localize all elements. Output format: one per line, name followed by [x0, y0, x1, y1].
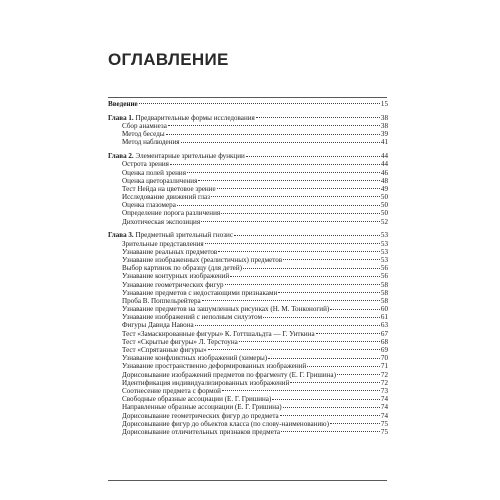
- page-number: 50: [380, 209, 388, 218]
- subsection-title: Узнавание изображенных (реалистичных) предметов: [122, 255, 283, 264]
- toc-entry: [108, 346, 388, 354]
- chapter-title: Предметный зрительный гнозис: [133, 231, 233, 240]
- entry-label: [122, 395, 271, 403]
- subsection-title: Исследование движений глаз: [122, 193, 211, 202]
- toc-entry: [108, 428, 388, 436]
- subsection-title: Направленные образные ассоциации (Е. Г. Гришина): [122, 403, 282, 412]
- page-number: 49: [380, 184, 388, 193]
- entry-label: [122, 248, 217, 256]
- subsection-title: Проба В. Поппельрейтера: [122, 296, 201, 305]
- toc-chapter-entry: [108, 231, 388, 239]
- toc-entry: [108, 272, 388, 280]
- page-number: 44: [380, 152, 388, 161]
- subsection-title: Соотнесение предмета с формой: [122, 386, 221, 395]
- dot-leader: [168, 125, 380, 126]
- dot-leader: [246, 156, 380, 157]
- page-number: 73: [380, 386, 388, 395]
- page-number: 41: [380, 138, 388, 147]
- dot-leader: [243, 268, 380, 269]
- entry-label: [122, 240, 204, 248]
- toc-entry: [108, 420, 388, 428]
- toc-entry: [108, 297, 388, 305]
- page-number: 58: [380, 280, 388, 289]
- entry-label: [122, 297, 201, 305]
- page-number: 44: [380, 160, 388, 169]
- entry-label: [122, 428, 280, 436]
- dot-leader: [187, 172, 380, 173]
- subsection-title: Выбор картинок по образцу (для детей): [122, 264, 242, 273]
- subsection-title: Метод беседы: [122, 130, 165, 139]
- page-number: 72: [380, 370, 388, 379]
- page-number: 68: [380, 337, 388, 346]
- toc-entry: [108, 256, 388, 264]
- page-number: 50: [380, 201, 388, 210]
- toc-entry: [108, 354, 388, 362]
- subsection-title: Узнавание изображений с неполным силуэтом: [122, 313, 263, 322]
- entry-label: [122, 169, 186, 177]
- page-number: 75: [380, 427, 388, 436]
- dot-leader: [263, 317, 380, 318]
- bottom-rule: [108, 480, 387, 481]
- toc-entry: [108, 371, 388, 379]
- page-number: 60: [380, 305, 388, 314]
- dot-leader: [256, 117, 380, 118]
- entry-label: [122, 305, 329, 313]
- entry-label: [108, 231, 233, 239]
- entry-label: [122, 321, 194, 329]
- page-number: 53: [380, 231, 388, 240]
- entry-label: [108, 152, 245, 160]
- dot-leader: [221, 213, 380, 214]
- page-number: 48: [380, 176, 388, 185]
- toc-entry: [108, 289, 388, 297]
- dot-leader: [283, 407, 380, 408]
- page-number: 72: [380, 378, 388, 387]
- subsection-title: Метод наблюдения: [122, 138, 180, 147]
- subsection-title: Дорисовывание фигур до объектов класса (по слову-наименованию): [122, 419, 329, 428]
- toc-entry: [108, 169, 388, 177]
- entry-label: [122, 256, 282, 264]
- dot-leader: [337, 374, 380, 375]
- dot-leader: [195, 325, 380, 326]
- page-number: 74: [380, 411, 388, 420]
- page-number: 69: [380, 346, 388, 355]
- toc-entry: [108, 412, 388, 420]
- dot-leader: [234, 235, 380, 236]
- entry-label: [122, 379, 289, 387]
- subsection-title: Тест Нейда на цветовое зрение: [122, 184, 216, 193]
- entry-label: [122, 218, 200, 226]
- toc-entry: [108, 313, 388, 321]
- dot-leader: [330, 309, 380, 310]
- toc-chapter-entry: [108, 114, 388, 122]
- chapter-number: Глава 1.: [108, 113, 134, 122]
- subsection-title: Идентификация индивидуализированных изображений: [122, 378, 290, 387]
- entry-label: [122, 362, 306, 370]
- subsection-title: Дорисовывание геометрических фигур до предмета: [122, 411, 279, 420]
- page-number: 53: [380, 239, 388, 248]
- dot-leader: [170, 164, 380, 165]
- subsection-title: Фигуры Давида Навона: [122, 321, 194, 330]
- entry-label: [122, 272, 229, 280]
- subsection-title: Зрительные представления: [122, 239, 204, 248]
- dot-leader: [211, 196, 380, 197]
- dot-leader: [239, 341, 380, 342]
- section-title: Введение: [108, 100, 138, 108]
- subsection-title: Узнавание пространственно деформированных изображений: [122, 362, 307, 371]
- toc-entry: [108, 387, 388, 395]
- dot-leader: [230, 276, 380, 277]
- toc-entry: [108, 240, 388, 248]
- toc-entry: [108, 330, 388, 338]
- page-title: ОГЛАВЛЕНИЕ: [108, 50, 229, 69]
- entry-label: [122, 354, 267, 362]
- subsection-title: Оценка глазомера: [122, 201, 176, 210]
- subsection-title: Дихотическая экспозиция: [122, 217, 201, 226]
- entry-label: [122, 122, 167, 130]
- subsection-title: Узнавание предметов на зашумленных рисунках (Н. М. Тонконогий): [122, 305, 330, 314]
- subsection-title: Тест «Спрятанные фигуры»: [122, 346, 207, 355]
- dot-leader: [316, 333, 380, 334]
- toc-entry: [108, 209, 388, 217]
- toc-entry: [108, 264, 388, 272]
- entry-label: [122, 264, 242, 272]
- page-number: 53: [380, 247, 388, 256]
- toc-entry: [108, 321, 388, 329]
- subsection-title: Дорисовывание отличительных признаков предмета: [122, 427, 281, 436]
- chapter-title: Предварительные формы исследования: [133, 113, 255, 122]
- entry-label: [122, 420, 329, 428]
- entry-label: [122, 403, 282, 411]
- subsection-title: Определение порога различения: [122, 209, 221, 218]
- dot-leader: [218, 251, 380, 252]
- page-number: 58: [380, 288, 388, 297]
- page-number: 71: [380, 362, 388, 371]
- subsection-title: Узнавание контурных изображений: [122, 272, 230, 281]
- entry-label: [122, 185, 216, 193]
- dot-leader: [222, 390, 380, 391]
- page-number: 46: [380, 168, 388, 177]
- dot-leader: [181, 142, 380, 143]
- toc-entry: [108, 122, 388, 130]
- dot-leader: [280, 415, 380, 416]
- toc-entry: [108, 395, 388, 403]
- page-number: 70: [380, 354, 388, 363]
- page-number: 75: [380, 419, 388, 428]
- top-rule: [108, 97, 387, 98]
- chapter-number: Глава 2.: [108, 152, 134, 161]
- dot-leader: [198, 180, 380, 181]
- entry-label: [122, 209, 220, 217]
- subsection-title: Оценка цветоразличения: [122, 176, 198, 185]
- page-number: 58: [380, 296, 388, 305]
- dot-leader: [201, 221, 380, 222]
- page-number: 56: [380, 272, 388, 281]
- page-number: 74: [380, 403, 388, 412]
- page-number: 15: [380, 100, 388, 108]
- toc-entry: [108, 201, 388, 209]
- toc-entry: [108, 177, 388, 185]
- page-number: 38: [380, 113, 388, 122]
- dot-leader: [208, 349, 380, 350]
- chapter-number: Глава 3.: [108, 231, 134, 240]
- subsection-title: Узнавание предметов с недостающими признаками: [122, 288, 278, 297]
- entry-label: [108, 114, 255, 122]
- entry-label: [122, 371, 336, 379]
- dot-leader: [281, 431, 380, 432]
- toc-entry: [108, 281, 388, 289]
- subsection-title: Сбор анамнеза: [122, 121, 167, 130]
- entry-label: [122, 387, 221, 395]
- dot-leader: [177, 205, 380, 206]
- subsection-title: Узнавание геометрических фигур: [122, 280, 224, 289]
- dot-leader: [202, 300, 380, 301]
- dot-leader: [307, 366, 380, 367]
- page-number: 61: [380, 313, 388, 322]
- subsection-title: Свободные образные ассоциации (Е. Г. Гришина): [122, 395, 272, 404]
- toc-entry: [108, 362, 388, 370]
- toc-entry: [108, 130, 388, 138]
- toc-entry: [108, 138, 388, 146]
- dot-leader: [278, 292, 380, 293]
- dot-leader: [330, 423, 380, 424]
- entry-label: [122, 201, 176, 209]
- dot-leader: [272, 399, 380, 400]
- dot-leader: [290, 382, 380, 383]
- subsection-title: Острота зрения: [122, 160, 169, 169]
- entry-label: [122, 281, 224, 289]
- entry-label: [122, 130, 165, 138]
- subsection-title: Тест «Скрытые фигуры» Л. Терстоуна: [122, 337, 238, 346]
- page-number: 74: [380, 395, 388, 404]
- chapter-title: Элементарные зрительные функции: [133, 152, 245, 161]
- toc-entry: [108, 403, 388, 411]
- entry-label: [108, 100, 138, 108]
- subsection-title: Дорисовывание изображений предметов по фрагменту (Е. Г. Гришина): [122, 370, 336, 379]
- entry-label: [122, 177, 197, 185]
- dot-leader: [217, 188, 380, 189]
- toc-entry: [108, 185, 388, 193]
- toc-chapter-entry: [108, 152, 388, 160]
- dot-leader: [225, 284, 380, 285]
- page-number: 53: [380, 255, 388, 264]
- entry-label: [122, 338, 238, 346]
- subsection-title: Узнавание конфликтных изображений (химеры): [122, 354, 268, 363]
- dot-leader: [139, 103, 380, 104]
- entry-label: [122, 160, 169, 168]
- table-of-contents: [108, 100, 388, 436]
- toc-entry: [108, 338, 388, 346]
- dot-leader: [166, 134, 380, 135]
- page-number: 63: [380, 321, 388, 330]
- page-number: 67: [380, 329, 388, 338]
- subsection-title: Тест «Замаскированные фигуры» К. Готтшальдта — Г. Уиткина: [122, 329, 315, 338]
- entry-label: [122, 412, 279, 420]
- toc-chapter-entry: [108, 100, 388, 108]
- page-number: 50: [380, 193, 388, 202]
- entry-label: [122, 330, 315, 338]
- page-number: 56: [380, 264, 388, 273]
- dot-leader: [268, 358, 380, 359]
- dot-leader: [283, 259, 380, 260]
- subsection-title: Оценка полей зрения: [122, 168, 186, 177]
- entry-label: [122, 313, 262, 321]
- toc-entry: [108, 193, 388, 201]
- page-number: 39: [380, 130, 388, 139]
- dot-leader: [205, 243, 380, 244]
- entry-label: [122, 193, 210, 201]
- subsection-title: Узнавание реальных предметов: [122, 247, 218, 256]
- entry-label: [122, 289, 277, 297]
- toc-entry: [108, 305, 388, 313]
- entry-label: [122, 346, 207, 354]
- page-number: 38: [380, 121, 388, 130]
- toc-entry: [108, 160, 388, 168]
- toc-entry: [108, 248, 388, 256]
- entry-label: [122, 138, 180, 146]
- toc-entry: [108, 218, 388, 226]
- page-number: 52: [380, 217, 388, 226]
- toc-entry: [108, 379, 388, 387]
